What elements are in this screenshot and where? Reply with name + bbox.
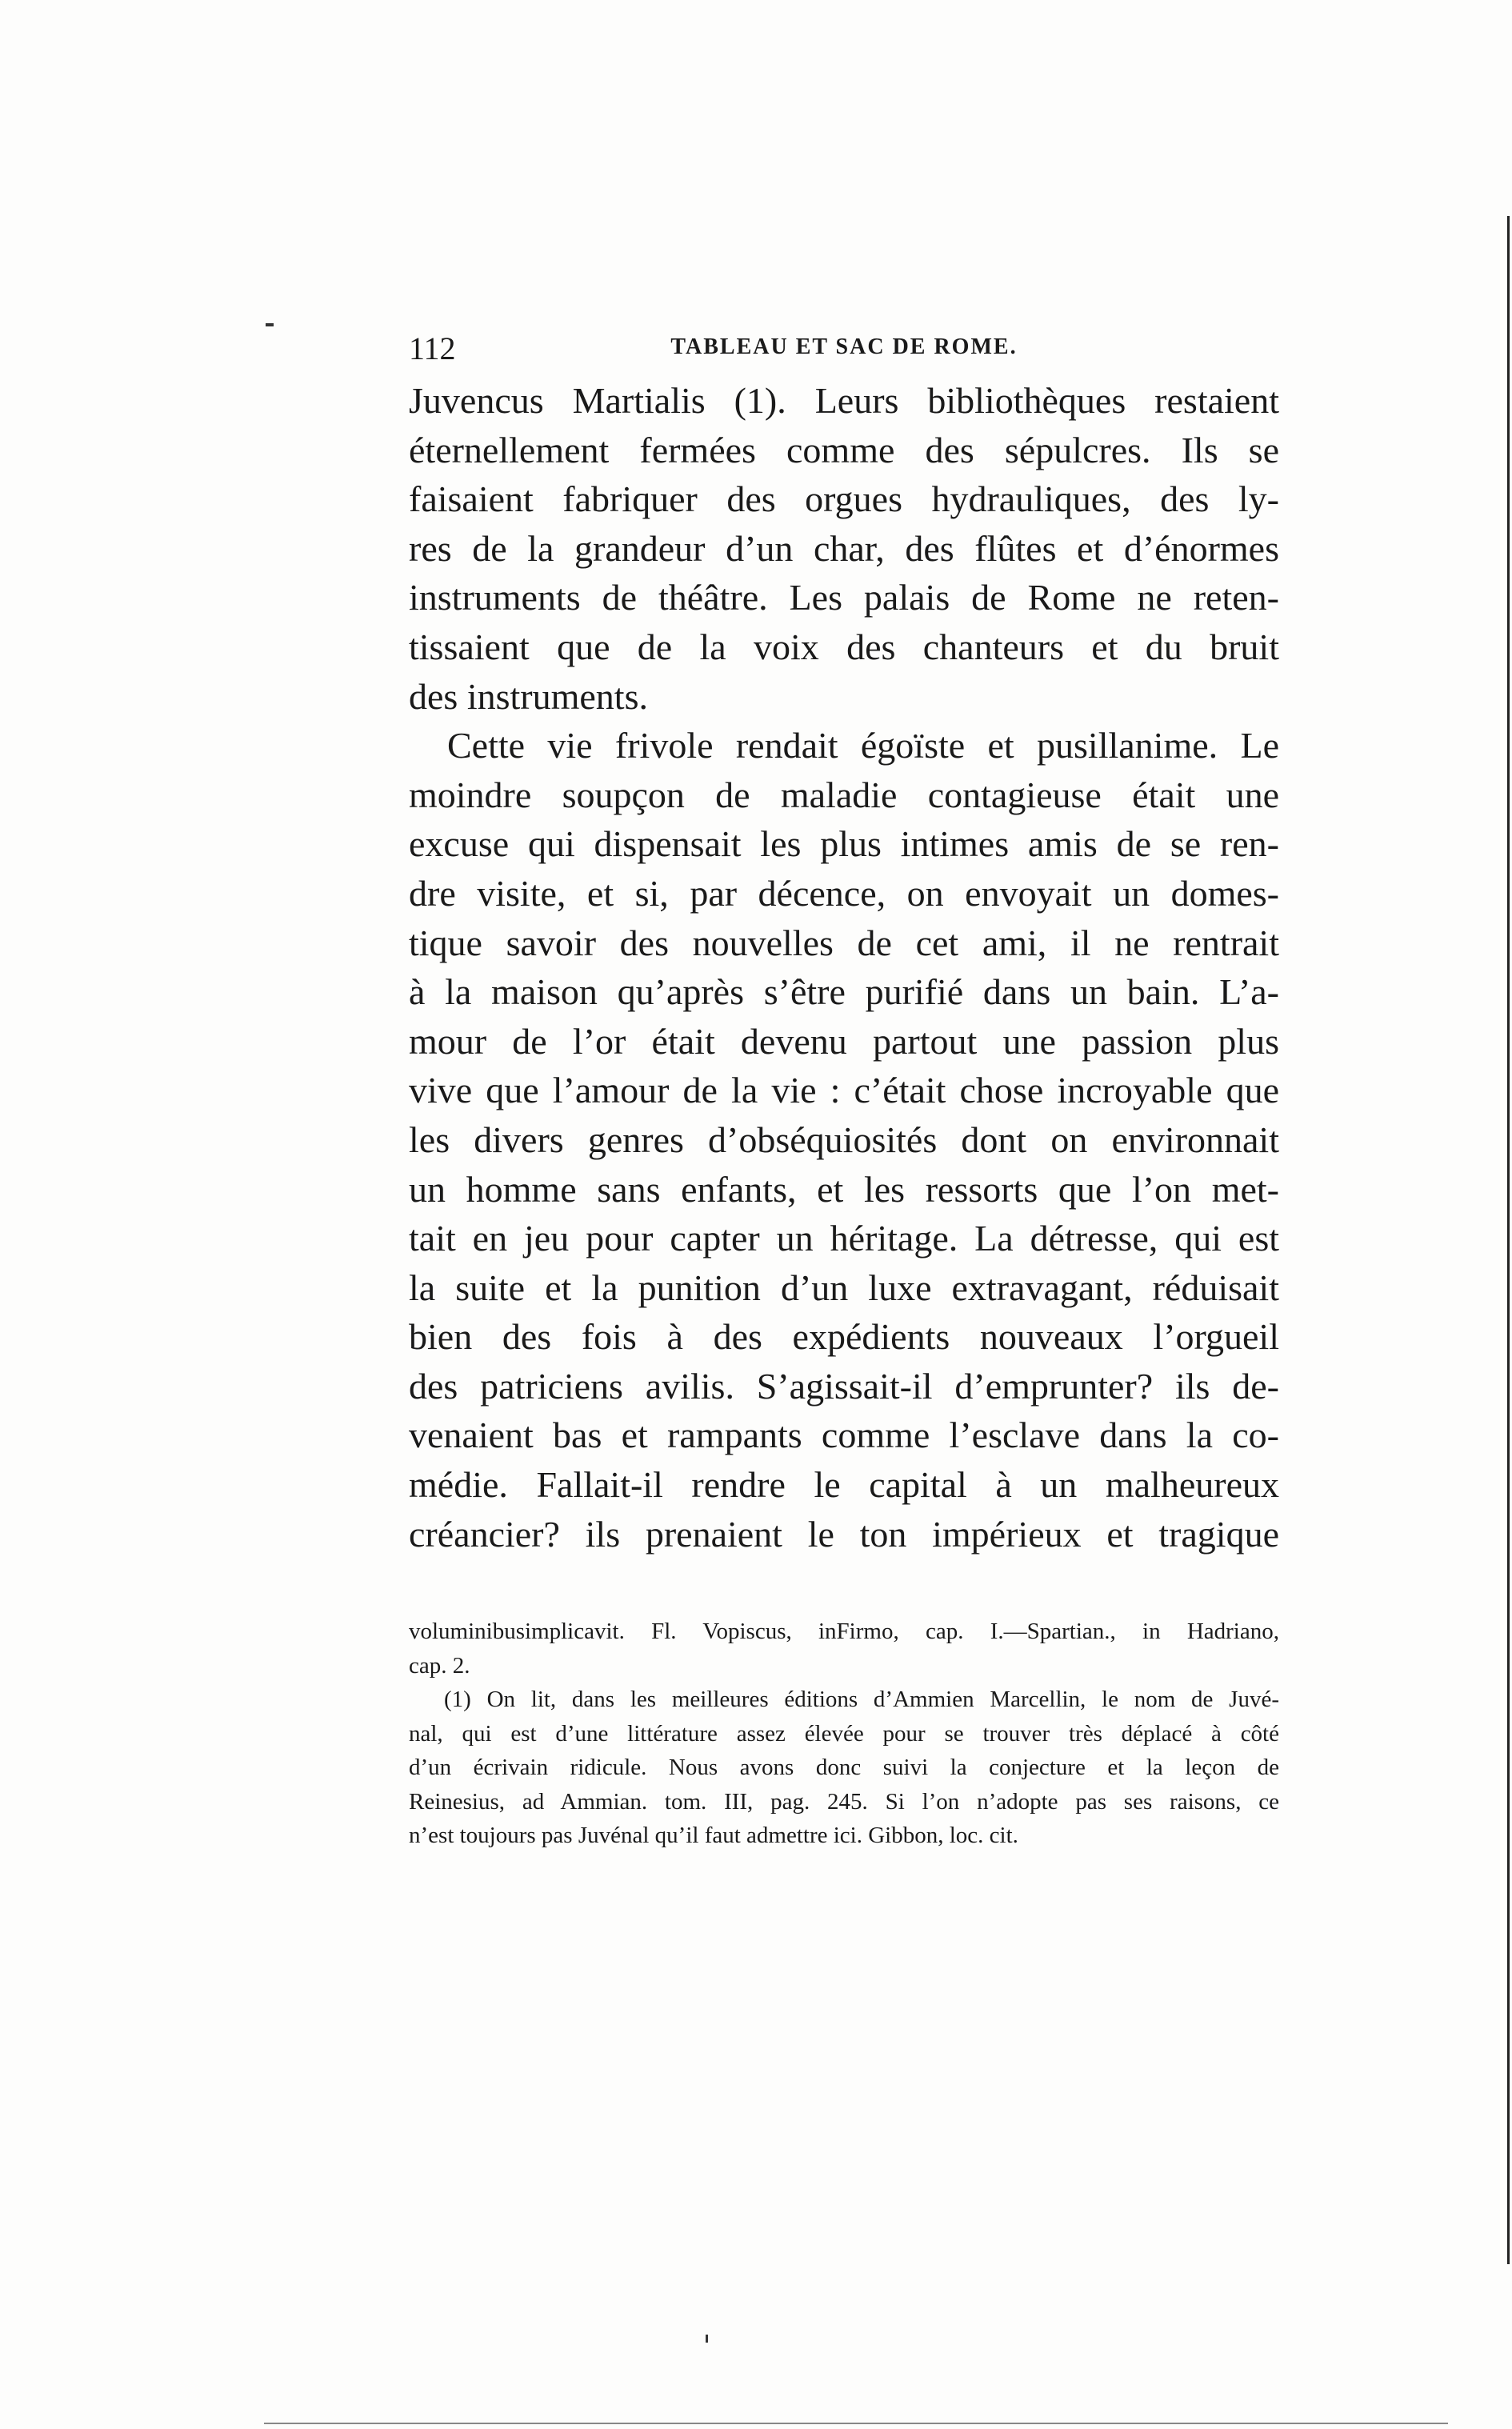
body-line: res de la grandeur d’un char, des flûtes et d’énormes (409, 527, 1279, 569)
footnote-line: (1) On lit, dans les meilleures éditions d’Ammien Marcellin, le nom de Juvé- (444, 1687, 1279, 1712)
body-line: des instruments. (409, 675, 648, 717)
footnote-line: Reinesius, ad Ammian. tom. III, pag. 245. Si l’on n’adopte pas ses raisons, ce (409, 1788, 1279, 1815)
footnotes (409, 1615, 1279, 1853)
body-line: la suite et la punition d’un luxe extravagant, réduisait (409, 1267, 1279, 1308)
body-line: excuse qui dispensait les plus intimes amis de se ren- (409, 823, 1279, 865)
page-number: 112 (409, 330, 456, 366)
body-line: vive que l’amour de la vie : c’était chose incroyable que (409, 1070, 1279, 1111)
body-line: venaient bas et rampants comme l’esclave dans la co- (409, 1415, 1279, 1456)
footnote-line: voluminibusimplicavit. Fl. Vopiscus, inFirmo, cap. I.—Spartian., in Hadriano, (409, 1619, 1279, 1644)
right-scan-edge (1507, 216, 1510, 2264)
footnote-line: cap. 2. (409, 1652, 470, 1679)
scan-speck-mark (706, 2335, 708, 2343)
footnote-line: d’un écrivain ridicule. Nous avons donc suivi la conjecture et la leçon de (409, 1755, 1279, 1780)
body-line: à la maison qu’après s’être purifié dans un bain. L’a- (409, 971, 1279, 1013)
footnote-line: nal, qui est d’une littérature assez élevée pour se trouver très déplacé à côté (409, 1720, 1279, 1747)
body-line: faisaient fabriquer des orgues hydrauliques, des ly- (409, 478, 1279, 520)
body-line: dre visite, et si, par décence, on envoyait un domes- (409, 872, 1279, 914)
body-text (409, 376, 1279, 1559)
body-line: médie. Fallait-il rendre le capital à un malheureux (409, 1464, 1279, 1506)
body-line: des patriciens avilis. S’agissait-il d’emprunter? ils de- (409, 1365, 1279, 1407)
running-header (409, 330, 1279, 378)
scan-dash-mark (266, 323, 274, 326)
body-line: créancier? ils prenaient le ton impérieux et tragique (409, 1513, 1279, 1555)
running-title: TABLEAU ET SAC DE ROME. (670, 334, 1018, 359)
bottom-scan-edge (264, 2423, 1448, 2424)
body-line: instruments de théâtre. Les palais de Rome ne reten- (409, 577, 1279, 618)
body-line: les divers genres d’obséquiosités dont on environnait (409, 1118, 1279, 1160)
body-line: bien des fois à des expédients nouveaux l’orgueil (409, 1316, 1279, 1358)
body-line: éternellement fermées comme des sépulcres. Ils se (409, 429, 1279, 470)
body-line: tique savoir des nouvelles de cet ami, il ne rentrait (409, 922, 1279, 963)
body-line: tait en jeu pour capter un héritage. La détresse, qui est (409, 1218, 1279, 1259)
footnote-line: n’est toujours pas Juvénal qu’il faut admettre ici. Gibbon, loc. cit. (409, 1823, 1018, 1848)
body-line: moindre soupçon de maladie contagieuse était une (409, 774, 1279, 815)
body-line: mour de l’or était devenu partout une passion plus (409, 1020, 1279, 1062)
body-line: Juvencus Martialis (1). Leurs bibliothèques restaient (409, 380, 1279, 421)
body-line: un homme sans enfants, et les ressorts que l’on met- (409, 1168, 1279, 1210)
body-line: Cette vie frivole rendait égoïste et pusillanime. Le (447, 725, 1279, 766)
body-line: tissaient que de la voix des chanteurs et du bruit (409, 626, 1279, 667)
